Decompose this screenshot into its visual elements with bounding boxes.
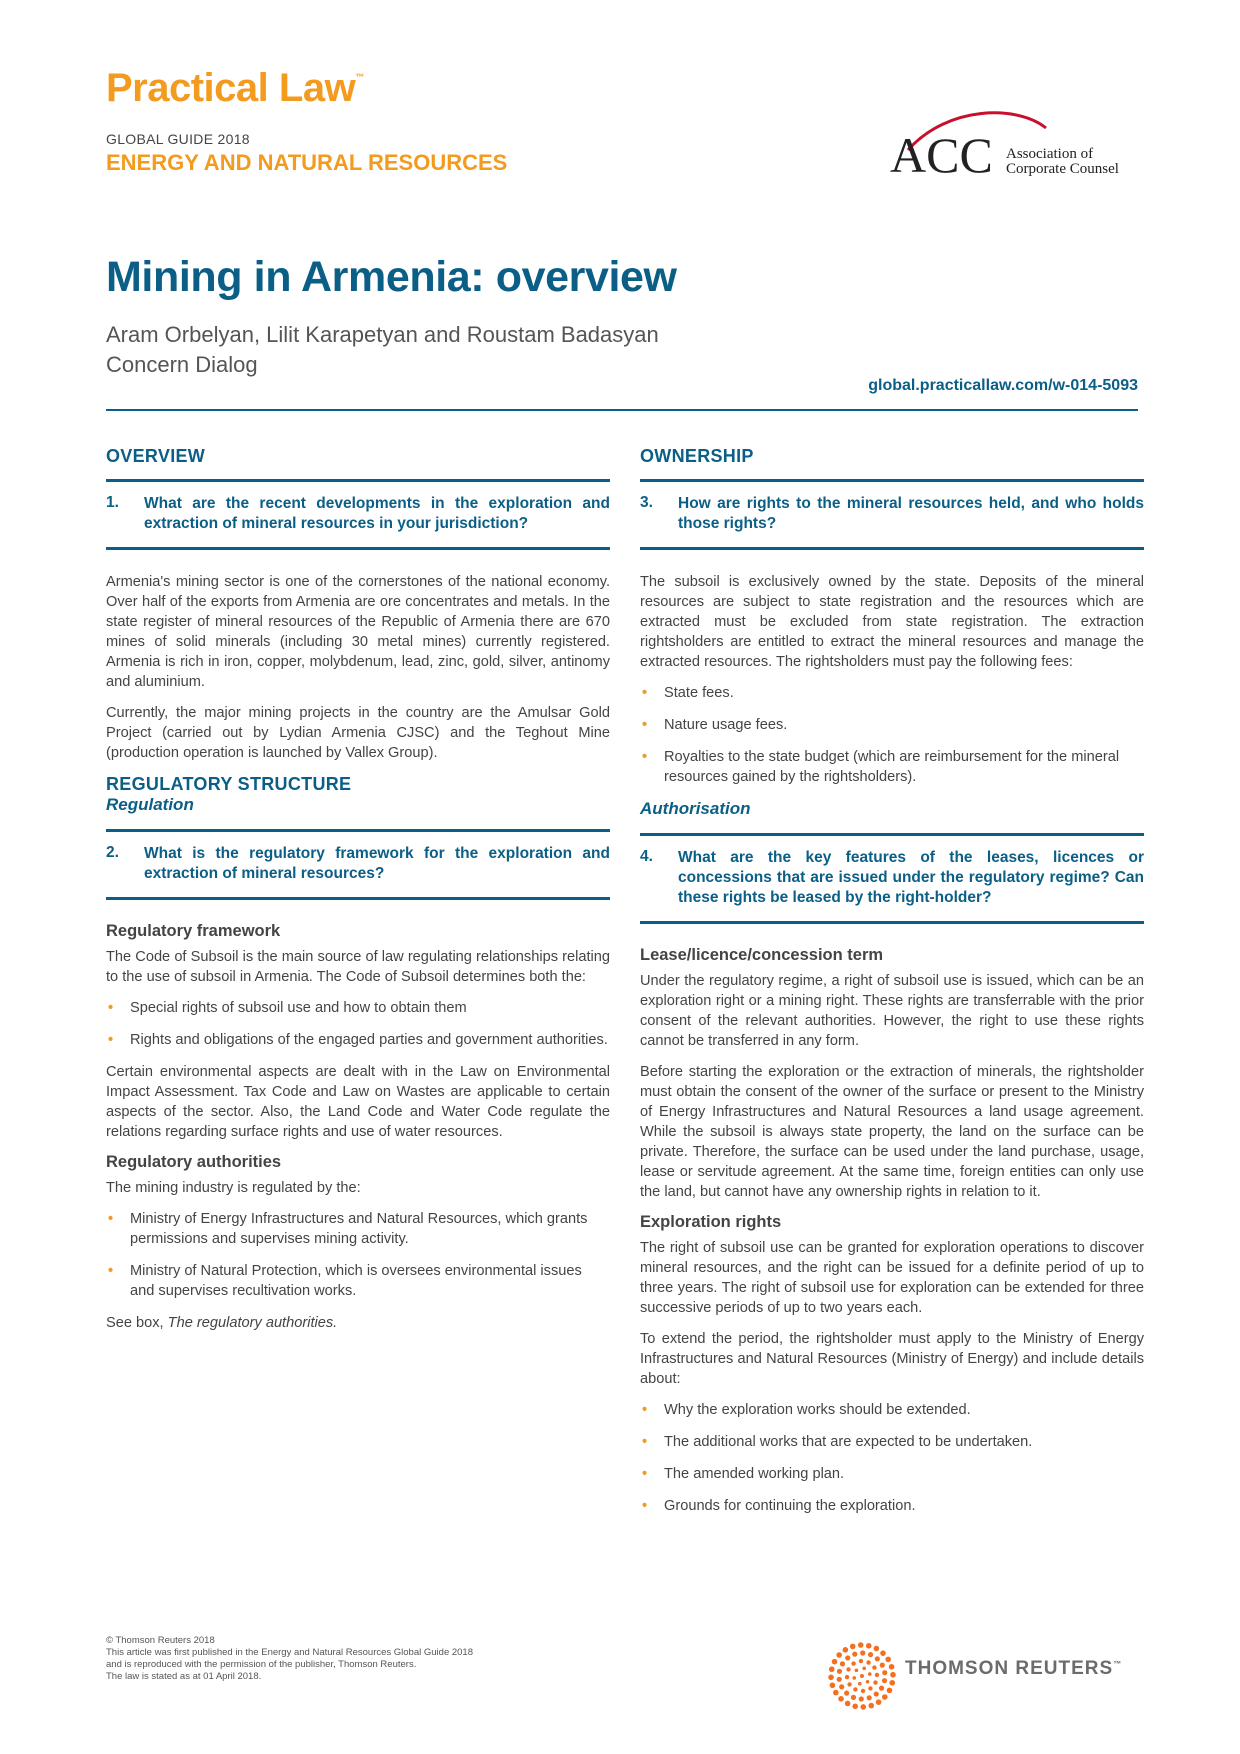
article-title: Mining in Armenia: overview <box>106 253 677 301</box>
acc-mark: ACC <box>890 127 993 183</box>
paragraph: Certain environmental aspects are dealt with in the Law on Environmental Impact Assessment. Tax Code and Law on Wastes are applicable to certain aspects of the sector. Also, the Land Code and Water Code regulate the relations regarding surface rights and use of water resources. <box>106 1064 610 1140</box>
paragraph: To extend the period, the rightsholder must apply to the Ministry of Energy Infrastructures and Natural Resources (Ministry of Energy) and include details about: <box>640 1331 1144 1387</box>
article-url[interactable]: global.practicallaw.com/w-014-5093 <box>868 377 1138 394</box>
right-column <box>640 446 1144 1528</box>
paragraph: The right of subsoil use can be granted for exploration operations to discover mineral resources, and the right can be issued for a definite period of up to three years. The right of subsoil use for exploration can be extended for three successive periods of up to two years each. <box>640 1240 1144 1316</box>
paragraph: The subsoil is exclusively owned by the state. Deposits of the mineral resources are subject to state registration and the resources which are extracted must be excluded from state registration. The extraction rightsholders are entitled to extract the mineral resources and manage the extracted resources. The rightsholders must pay the following fees: <box>640 574 1144 670</box>
paragraph: Before starting the exploration or the extraction of minerals, the rightsholder must obtain the consent of the owner of the surface or present to the Ministry of Energy Infrastructures and Natural Resources a land usage agreement. While the subsoil is always state property, the land on the surface can be private. Therefore, the surface can be used under the land purchase, usage, lease or servitude agreement. At the same time, foreign entities can only use the land, but cannot have any ownership rights in relation to it. <box>640 1064 1144 1200</box>
heading-exploration-rights: Exploration rights <box>640 1213 782 1231</box>
question-text: What are the key features of the leases, licences or concessions that are issued under the regulatory regime? Can these rights be leased by the right-holder? <box>678 849 1144 906</box>
authors-block <box>106 320 659 380</box>
section-heading-ownership: OWNERSHIP <box>640 446 754 466</box>
question-4 <box>640 833 1144 924</box>
thomson-reuters-wordmark: THOMSON REUTERS™ <box>905 1658 1123 1679</box>
bullet-icon: • <box>642 1402 648 1418</box>
list-item: • The additional works that are expected to be undertaken. <box>642 1434 1033 1450</box>
bullet-icon: • <box>642 717 648 733</box>
bullet-icon: • <box>108 1211 114 1227</box>
question-3 <box>640 479 1144 550</box>
list-item: • Why the exploration works should be extended. <box>642 1402 971 1418</box>
copyright: © Thomson Reuters 2018 <box>106 1635 215 1646</box>
subheading-authorisation: Authorisation <box>640 799 751 818</box>
heading-regulatory-authorities: Regulatory authorities <box>106 1153 282 1171</box>
authors: Aram Orbelyan, Lilit Karapetyan and Roustam Badasyan <box>106 322 659 347</box>
box-link[interactable]: The regulatory authorities. <box>167 1315 338 1331</box>
bullet-icon: • <box>108 1000 114 1016</box>
acc-name-line1: Association of <box>1006 146 1094 162</box>
bullet-icon: • <box>642 749 648 765</box>
bullet-list <box>106 998 610 1050</box>
bullet-icon: • <box>642 685 648 701</box>
list-item: • Nature usage fees. <box>642 717 788 733</box>
list-item: • State fees. <box>642 685 734 701</box>
section-heading-regulatory-structure: REGULATORY STRUCTURE <box>106 774 352 794</box>
question-text: What are the recent developments in the exploration and extraction of mineral resources in your jurisdiction? <box>144 495 610 532</box>
bullet-list <box>640 1400 1144 1516</box>
list-item: • Ministry of Natural Protection, which is oversees environmental issues and supervises recultivation works. <box>108 1263 582 1299</box>
question-number: 2. <box>106 844 119 861</box>
paragraph: The mining industry is regulated by the: <box>106 1180 361 1196</box>
list-item: • Ministry of Energy Infrastructures and Natural Resources, which grants permissions and supervises mining activity. <box>108 1211 588 1247</box>
left-column <box>106 446 610 1344</box>
guide-year: GLOBAL GUIDE 2018 <box>106 131 250 147</box>
see-box-reference: See box, The regulatory authorities. <box>106 1315 338 1331</box>
bullet-icon: • <box>642 1434 648 1450</box>
question-number: 4. <box>640 848 653 865</box>
list-item: • The amended working plan. <box>642 1466 845 1482</box>
firm: Concern Dialog <box>106 352 258 377</box>
guide-topic: ENERGY AND NATURAL RESOURCES <box>106 150 508 175</box>
bullet-icon: • <box>642 1498 648 1514</box>
bullet-list <box>640 683 1144 787</box>
acc-name-line2: Corporate Counsel <box>1006 161 1119 177</box>
acc-logo <box>888 110 1138 190</box>
list-item: • Special rights of subsoil use and how to obtain them <box>108 1000 467 1016</box>
question-text: How are rights to the mineral resources held, and who holds those rights? <box>678 495 1144 532</box>
question-number: 1. <box>106 494 119 511</box>
paragraph: The Code of Subsoil is the main source of law regulating relationships relating to the use of subsoil in Armenia. The Code of Subsoil determines both the: <box>106 949 610 985</box>
paragraph: Under the regulatory regime, a right of subsoil use is issued, which can be an exploration right or a mining right. These rights are transferrable with the prior consent of the relevant authorities. However, the right to use these rights cannot be transferred in any form. <box>640 973 1144 1049</box>
subheading-regulation: Regulation <box>106 795 194 814</box>
footer-note: © Thomson Reuters 2018 This article was first published in the Energy and Natural Resources Global Guide 2018 and is reproduced with the permission of the publisher, Thomson Reuters. The law is stated as at 01 April 2018. <box>106 1635 473 1682</box>
bullet-icon: • <box>108 1032 114 1048</box>
heading-lease-term: Lease/licence/concession term <box>640 946 884 964</box>
question-2 <box>106 829 610 900</box>
paragraph: Currently, the major mining projects in the country are the Amulsar Gold Project (carried out by Lydian Armenia CJSC) and the Teghout Mine (production operation is launched by Vallex Group). <box>106 705 610 761</box>
paragraph: Armenia's mining sector is one of the cornerstones of the national economy. Over half of the exports from Armenia are ore concentrates and metals. In the state register of mineral resources of the Republic of Armenia there are 670 mines of solid minerals (including 30 metal mines) currently registered. Armenia is rich in iron, copper, molybdenum, lead, zinc, gold, silver, antinomy and aluminium. <box>106 574 610 690</box>
question-number: 3. <box>640 494 653 511</box>
list-item: • Grounds for continuing the exploration. <box>642 1498 916 1514</box>
header-divider <box>106 409 1138 411</box>
list-item: • Royalties to the state budget (which are reimbursement for the mineral resources gained by the rightsholders). <box>642 749 1120 785</box>
bullet-list <box>106 1209 610 1301</box>
bullet-icon: • <box>642 1466 648 1482</box>
question-text: What is the regulatory framework for the exploration and extraction of mineral resources? <box>144 845 610 882</box>
bullet-icon: • <box>108 1263 114 1279</box>
section-heading-overview: OVERVIEW <box>106 446 206 466</box>
list-item: • Rights and obligations of the engaged parties and government authorities. <box>108 1032 608 1048</box>
thomson-reuters-dots-icon <box>822 1636 902 1716</box>
practical-law-logo: Practical Law™ <box>106 66 364 110</box>
question-1 <box>106 479 610 550</box>
heading-regulatory-framework: Regulatory framework <box>106 922 281 940</box>
